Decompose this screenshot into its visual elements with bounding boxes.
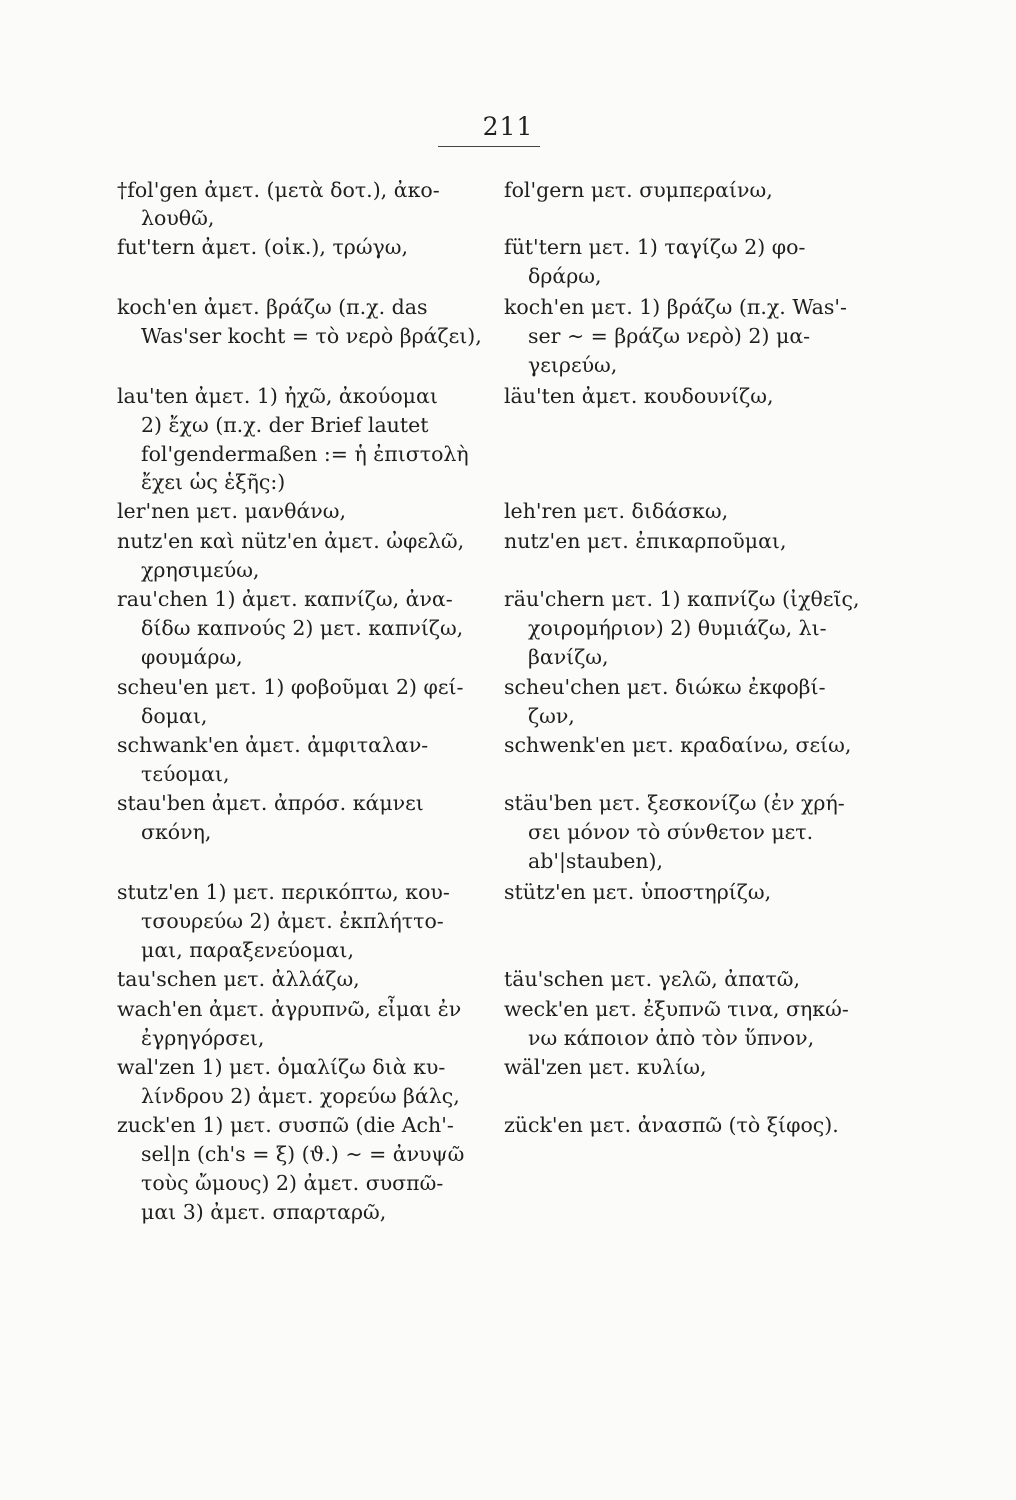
entry-continuation-line: ἔχει ὡς ἑξῆς:) [141, 470, 286, 494]
entry-continuation-line: βανίζω, [528, 645, 609, 669]
entry-continuation-line: ab'|stauben), [528, 849, 664, 873]
dictionary-entry-line: rau'chen 1) ἀμετ. καπνίζω, ἀνα- [117, 587, 453, 611]
entry-continuation-line: νω κάποιον ἀπὸ τὸν ὕπνον, [528, 1026, 815, 1050]
dictionary-entry-line: scheu'chen μετ. διώκω ἐκφοβί- [504, 675, 826, 699]
dictionary-entry-line: füt'tern μετ. 1) ταγίζω 2) φο- [504, 235, 806, 259]
entry-continuation-line: σει μόνον τὸ σύνθετον μετ. [528, 820, 814, 844]
dictionary-entry-line: nutz'en καὶ nütz'en ἀμετ. ὠφελῶ, [117, 529, 465, 553]
dictionary-entry-line: nutz'en μετ. ἐπικαρποῦμαι, [504, 529, 787, 553]
entry-continuation-line: λίνδρου 2) ἀμετ. χορεύω βάλς, [141, 1084, 460, 1108]
entry-continuation-line: λουθῶ, [141, 206, 215, 230]
dictionary-entry-line: stütz'en μετ. ὑποστηρίζω, [504, 880, 772, 904]
entry-continuation-line: χοιρομήριον) 2) θυμιάζω, λι- [528, 616, 827, 640]
dictionary-entry-line: †fol'gen ἀμετ. (μετὰ δοτ.), ἀκο- [117, 178, 440, 202]
entry-continuation-line: μαι 3) ἀμετ. σπαρταρῶ, [141, 1200, 387, 1224]
dictionary-entry-line: schwank'en ἀμετ. ἀμφιταλαν- [117, 733, 429, 757]
dictionary-entry-line: fol'gern μετ. συμπεραίνω, [504, 178, 773, 202]
entry-continuation-line: Was'ser kocht = τὸ νερὸ βράζει), [141, 324, 482, 348]
dictionary-entry-line: weck'en μετ. ἐξυπνῶ τινα, σηκώ- [504, 997, 849, 1021]
dictionary-entry-line: stau'ben ἀμετ. ἀπρόσ. κάμνει [117, 791, 424, 815]
entry-continuation-line: φουμάρω, [141, 645, 243, 669]
entry-continuation-line: δομαι, [141, 704, 208, 728]
entry-continuation-line: fol'gendermaßen := ἡ ἐπιστολὴ [141, 442, 469, 466]
entry-continuation-line: σκόνη, [141, 820, 212, 844]
page-number: 211 [482, 112, 534, 141]
dictionary-entry-line: wäl'zen μετ. κυλίω, [504, 1055, 707, 1079]
page-number-rule [438, 146, 540, 147]
entry-continuation-line: ser ∼ = βράζω νερὸ) 2) μα- [528, 324, 811, 348]
dictionary-entry-line: fut'tern ἀμετ. (οἰκ.), τρώγω, [117, 235, 409, 259]
dictionary-entry-line: koch'en μετ. 1) βράζω (π.χ. Was'- [504, 295, 847, 319]
entry-continuation-line: δράρω, [528, 264, 602, 288]
dictionary-entry-line: ler'nen μετ. μανθάνω, [117, 499, 347, 523]
entry-continuation-line: τεύομαι, [141, 762, 230, 786]
dictionary-entry-line: stäu'ben μετ. ξεσκονίζω (ἐν χρή- [504, 791, 845, 815]
dictionary-entry-line: tau'schen μετ. ἀλλάζω, [117, 967, 360, 991]
dictionary-entry-line: räu'chern μετ. 1) καπνίζω (ἰχθεῖς, [504, 587, 860, 611]
entry-continuation-line: τοὺς ὤμους) 2) ἀμετ. συσπῶ- [141, 1171, 444, 1195]
entry-continuation-line: ἐγρηγόρσει, [141, 1026, 265, 1050]
dictionary-entry-line: läu'ten ἀμετ. κουδουνίζω, [504, 384, 774, 408]
entry-continuation-line: τσουρεύω 2) ἀμετ. ἐκπλήττο- [141, 909, 444, 933]
entry-continuation-line: δίδω καπνούς 2) μετ. καπνίζω, [141, 616, 464, 640]
entry-continuation-line: γειρεύω, [528, 353, 618, 377]
dictionary-entry-line: zuck'en 1) μετ. συσπῶ (die Ach'- [117, 1113, 454, 1137]
dictionary-entry-line: wach'en ἀμετ. ἀγρυπνῶ, εἶμαι ἐν [117, 997, 462, 1021]
entry-continuation-line: ζων, [528, 704, 575, 728]
dictionary-entry-line: koch'en ἀμετ. βράζω (π.χ. das [117, 295, 428, 319]
dictionary-entry-line: täu'schen μετ. γελῶ, ἀπατῶ, [504, 967, 801, 991]
entry-continuation-line: 2) ἔχω (π.χ. der Brief lautet [141, 413, 429, 437]
entry-continuation-line: sel|n (ch's = ξ) (ϑ.) ∼ = ἀνυψῶ [141, 1142, 465, 1166]
dictionary-entry-line: stutz'en 1) μετ. περικόπτω, κου- [117, 880, 450, 904]
entry-continuation-line: μαι, παραξενεύομαι, [141, 938, 354, 962]
dictionary-entry-line: schwenk'en μετ. κραδαίνω, σείω, [504, 733, 852, 757]
dictionary-entry-line: zück'en μετ. ἀνασπῶ (τὸ ξίφος). [504, 1113, 839, 1137]
entry-continuation-line: χρησιμεύω, [141, 558, 260, 582]
dictionary-entry-line: wal'zen 1) μετ. ὁμαλίζω διὰ κυ- [117, 1055, 446, 1079]
dictionary-entry-line: scheu'en μετ. 1) φοβοῦμαι 2) φεί- [117, 675, 464, 699]
dictionary-entry-line: leh'ren μετ. διδάσκω, [504, 499, 729, 523]
dictionary-entry-line: lau'ten ἀμετ. 1) ἠχῶ, ἀκούομαι [117, 384, 438, 408]
